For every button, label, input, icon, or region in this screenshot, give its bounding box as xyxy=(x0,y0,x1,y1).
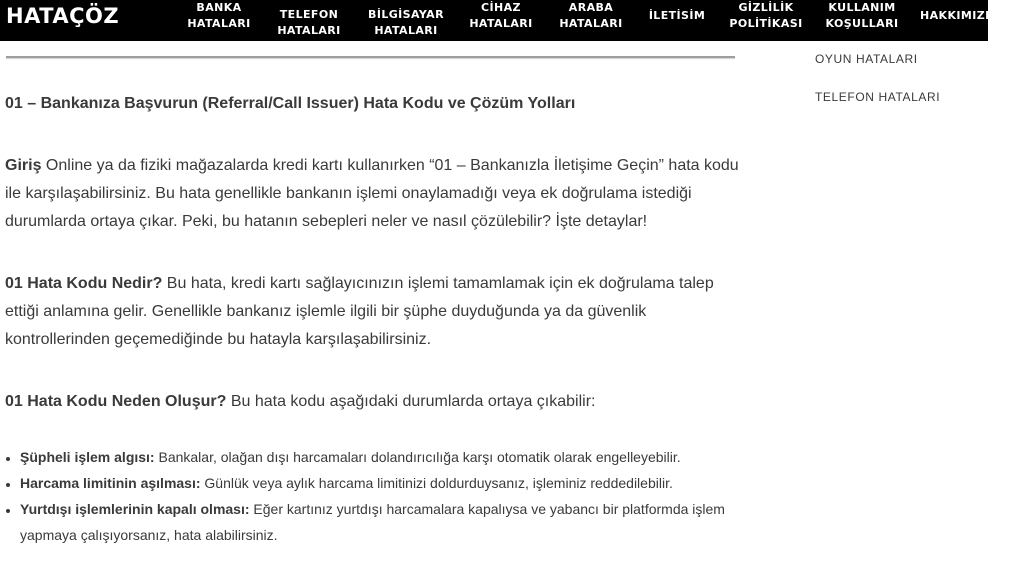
list-item xyxy=(20,496,740,548)
list-item xyxy=(20,470,740,496)
nav-banka-hatalari[interactable]: BANKA HATALARI xyxy=(187,1,251,30)
nav-gizlilik-politikasi[interactable]: GİZLİLİK POLİTİKASI xyxy=(729,1,803,30)
why-text: Bu hata kodu aşağıdaki durumlarda ortaya çıkabilir: xyxy=(226,393,596,410)
list-item xyxy=(20,444,740,470)
nav-iletisim[interactable]: İLETİSİM xyxy=(648,8,706,22)
article-body xyxy=(5,88,740,548)
sidebar-categories xyxy=(815,46,985,110)
top-navigation-bar xyxy=(0,0,1004,41)
what-text: Bu hata, kredi kartı sağlayıcınızın işlemi tamamlamak için ek doğrulama talep ettiği anlamına gelir. Genellikle bankanız işlemle ilgili bir şüphe duyduğunda ya da güvenlik kontrollerinden geçemediğinde bu hatayla karşılaşabilirsiniz. xyxy=(5,275,714,348)
nav-bilgisayar-hatalari[interactable]: BİLGİSAYAR HATALARI xyxy=(368,7,444,37)
nav-kullanim-kosullari[interactable]: KULLANIM KOŞULLARI xyxy=(825,1,899,30)
nav-hakkimizda[interactable]: HAKKIMIZDA xyxy=(920,8,1004,22)
reason-label: Yurtdışı işlemlerinin kapalı olması: xyxy=(20,501,250,517)
intro-paragraph xyxy=(5,152,740,236)
reason-label: Şüpheli işlem algısı: xyxy=(20,449,155,465)
reason-label: Harcama limitinin aşılması: xyxy=(20,475,201,491)
what-label: 01 Hata Kodu Nedir? xyxy=(5,275,163,292)
nav-telefon-hatalari[interactable]: TELEFON HATALARI xyxy=(277,7,341,37)
content-divider xyxy=(6,56,735,58)
why-label: 01 Hata Kodu Neden Oluşur? xyxy=(5,393,227,410)
nav-cihaz-hatalari[interactable]: CİHAZ HATALARI xyxy=(469,1,533,30)
reason-text: Bankalar, olağan dışı harcamaları dolandırıcılığa karşı otomatik olarak engelleyebilir. xyxy=(154,449,681,465)
what-paragraph xyxy=(5,270,740,354)
reason-text: Eğer kartınız yurtdışı harcamalara kapalıysa ve yabancı bir platformda işlem yapmaya çalışıyorsanız, hata alabilirsiniz. xyxy=(20,501,725,543)
why-paragraph xyxy=(5,388,740,416)
sidebar-item-telefon-hatalari[interactable]: TELEFON HATALARI xyxy=(815,90,941,104)
reasons-list xyxy=(5,444,740,548)
intro-label: Giriş xyxy=(5,157,42,174)
site-logo[interactable]: HATAÇÖZ xyxy=(6,4,120,28)
article-title: 01 – Bankanıza Başvurun (Referral/Call Issuer) Hata Kodu ve Çözüm Yolları xyxy=(5,95,576,112)
intro-text: Online ya da fiziki mağazalarda kredi kartı kullanırken “01 – Bankanızla İletişime Geçin” hata kodu ile karşılaşabilirsiniz. Bu hata genellikle bankanın işlemi onaylamadığı veya ek doğrulama istediği durumlarda ortaya çıkar. Peki, bu hatanın sebepleri neler ve nasıl çözülebilir? İşte detaylar! xyxy=(5,157,739,230)
sidebar-item-oyun-hatalari[interactable]: OYUN HATALARI xyxy=(815,52,918,66)
nav-araba-hatalari[interactable]: ARABA HATALARI xyxy=(559,1,623,30)
reason-text: Günlük veya aylık harcama limitinizi doldurduysanız, işleminiz reddedilebilir. xyxy=(200,475,673,491)
